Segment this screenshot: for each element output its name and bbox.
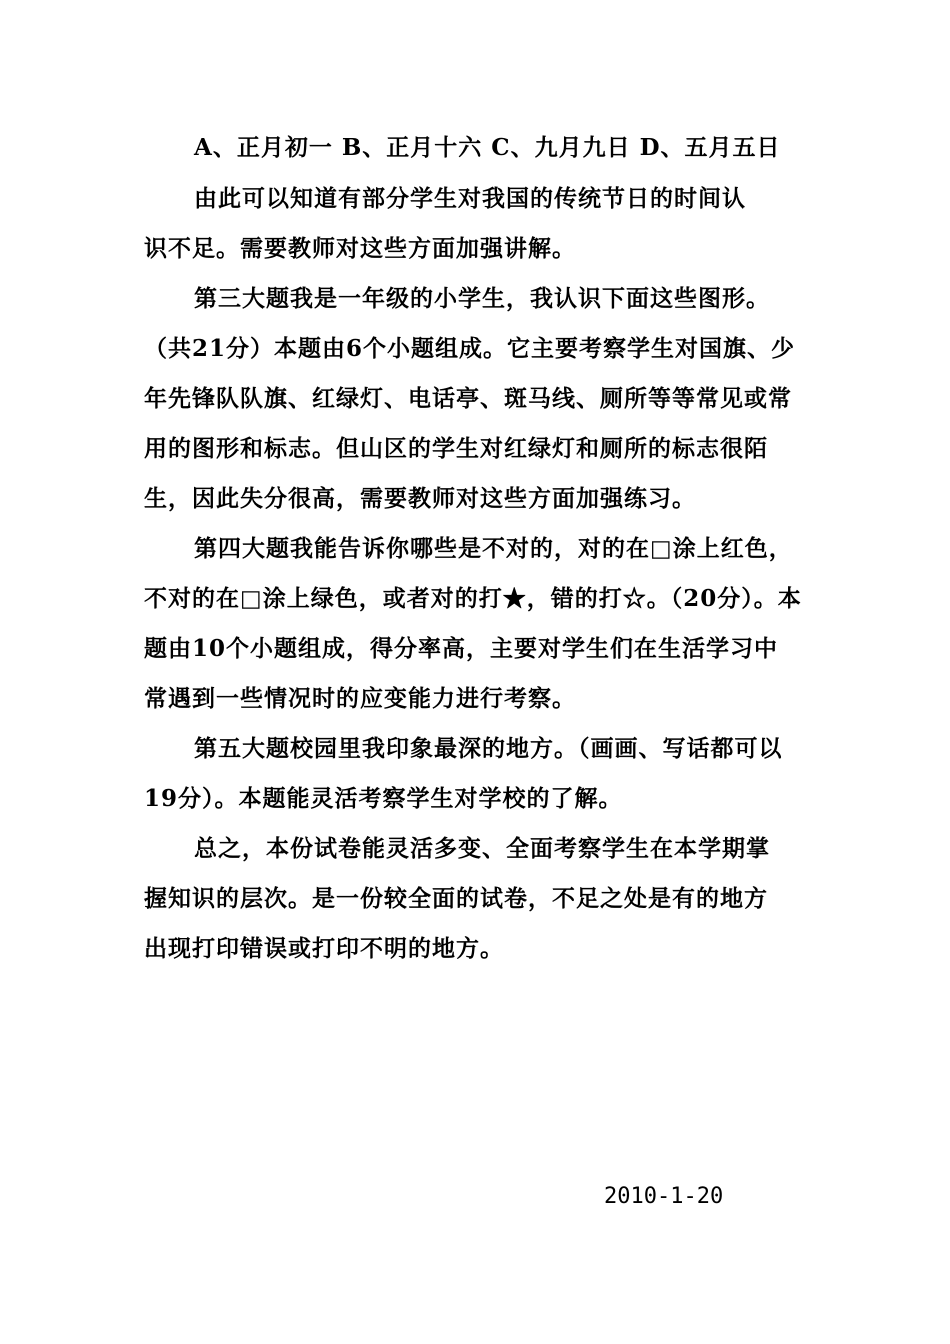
paragraph-line: （共21分）本题由6个小题组成。它主要考察学生对国旗、少 [144, 335, 796, 362]
paragraph-line: 第三大题我是一年级的小学生，我认识下面这些图形。 [194, 285, 770, 312]
paragraph-line: 总之，本份试卷能灵活多变、全面考察学生在本学期掌 [194, 835, 770, 862]
paragraph-line: 题由10个小题组成，得分率高，主要对学生们在生活学习中 [144, 635, 779, 662]
options-line: A、正月初一 B、正月十六 C、九月九日 D、五月五日 [194, 134, 781, 161]
paragraph-line: 用的图形和标志。但山区的学生对红绿灯和厕所的标志很陌 [144, 435, 768, 462]
paragraph-line: 识不足。需要教师对这些方面加强讲解。 [144, 235, 576, 262]
paragraph-line: 生，因此失分很高，需要教师对这些方面加强练习。 [144, 485, 696, 512]
document-date: 2010-1-20 [604, 1184, 724, 1209]
paragraph-line: 握知识的层次。是一份较全面的试卷，不足之处是有的地方 [144, 885, 768, 912]
paragraph-line: 第五大题校园里我印象最深的地方。（画画、写话都可以 [194, 735, 783, 762]
paragraph-line: 出现打印错误或打印不明的地方。 [144, 935, 504, 962]
paragraph-line: 常遇到一些情况时的应变能力进行考察。 [144, 685, 576, 712]
paragraph-line: 年先锋队队旗、红绿灯、电话亭、斑马线、厕所等等常见或常 [144, 385, 792, 412]
paragraph-line: 第四大题我能告诉你哪些是不对的，对的在□涂上红色， [194, 535, 793, 562]
paragraph-line: 不对的在□涂上绿色，或者对的打★，错的打☆。（20分）。本 [144, 585, 802, 612]
paragraph-line: 19分）。本题能灵活考察学生对学校的了解。 [144, 785, 623, 812]
paragraph-line: 由此可以知道有部分学生对我国的传统节日的时间认 [194, 185, 746, 212]
